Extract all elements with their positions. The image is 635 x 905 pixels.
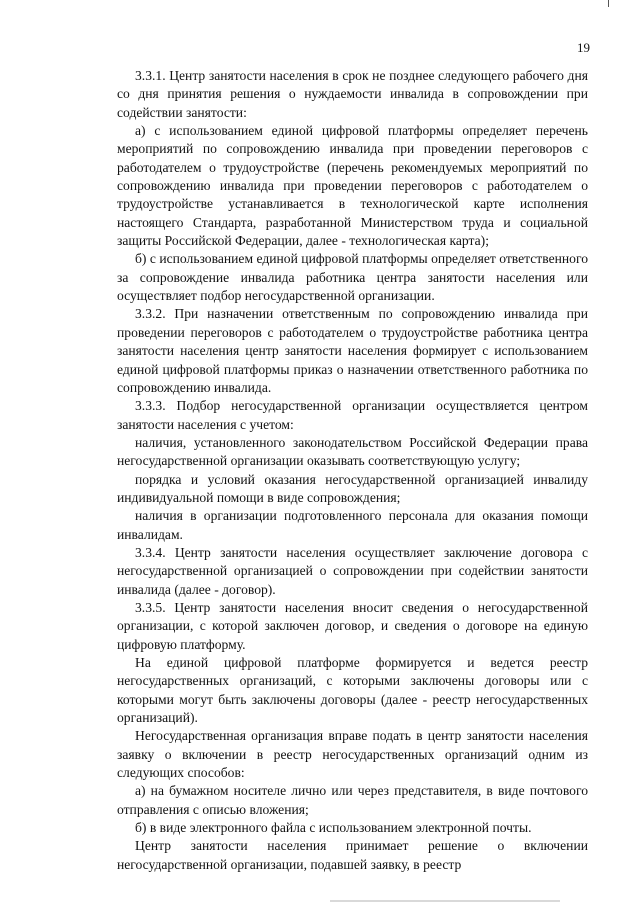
paragraph-3-3-1-a: а) с использованием единой цифровой платформы определяет перечень мероприятий по сопровождению инвалида при проведении переговоров с работодателем о трудоустройстве (перечень рекомендуемых мероприятий по сопровождению инвалида при проведении переговоров с работодателем о трудоустройстве устанавливается в технологической карте исполнения настоящего Стандарта, разработанной Министерством труда и социальной защиты Российской Федерации, далее - технологическая карта); [117,123,588,249]
paragraph-3-3-5: 3.3.5. Центр занятости населения вносит сведения о негосударственной организации, с которой заключен договор, и сведения о договоре на единую цифровую платформу. [117,599,588,652]
paragraph-3-3-3-item-3: наличия в организации подготовленного персонала для оказания помощи инвалидам. [117,508,588,542]
body-text [117,67,588,874]
paragraph-registry: На единой цифровой платформе формируется и ведется реестр негосударственных организаций, с которыми заключены договоры или с которыми могут быть заключены договоры (далее - реестр негосударственных организаций). [117,655,588,726]
paragraph-3-3-3: 3.3.3. Подбор негосударственной организации осуществляется центром занятости населения с учетом: [117,398,588,432]
paragraph-3-3-1-b: б) с использованием единой цифровой платформы определяет ответственного за сопровождение инвалида работника центра занятости населения или осуществляет подбор негосударственной организации. [117,251,588,304]
paragraph-3-3-1: 3.3.1. Центр занятости населения в срок не позднее следующего рабочего дня со дня принятия решения о нуждаемости инвалида в сопровождении при содействии занятости: [117,68,588,120]
scan-edge-mark [608,0,609,7]
paragraph-3-3-2: 3.3.2. При назначении ответственным по сопровождению инвалида при проведении переговоров с работодателем о трудоустройстве работника центра занятости населения центр занятости населения формирует с использованием единой цифровой платформы приказ о назначении ответственного работника по сопровождению инвалида. [117,306,588,395]
scan-smudge [330,900,560,902]
paragraph-application-b: б) в виде электронного файла с использованием электронной почты. [135,820,532,836]
paragraph-application-a: а) на бумажном носителе лично или через представителя, в виде почтового отправления с описью вложения; [117,783,588,817]
paragraph-3-3-4: 3.3.4. Центр занятости населения осуществляет заключение договора с негосударственной организацией о сопровождении при содействии занятости инвалида (далее - договор). [117,544,588,597]
paragraph-application: Негосударственная организация вправе подать в центр занятости населения заявку о включении в реестр негосударственных организаций одним из следующих способов: [117,728,588,781]
paragraph-3-3-3-item-2: порядка и условий оказания негосударственной организацией инвалиду индивидуальной помощи в виде сопровождения; [117,471,588,505]
page-number: 19 [577,40,590,55]
paragraph-decision: Центр занятости населения принимает решение о включении негосударственной организации, подавшей заявку, в реестр [117,838,588,872]
paragraph-3-3-3-item-1: наличия, установленного законодательством Российской Федерации права негосударственной организации оказывать соответствующую услугу; [117,434,588,469]
